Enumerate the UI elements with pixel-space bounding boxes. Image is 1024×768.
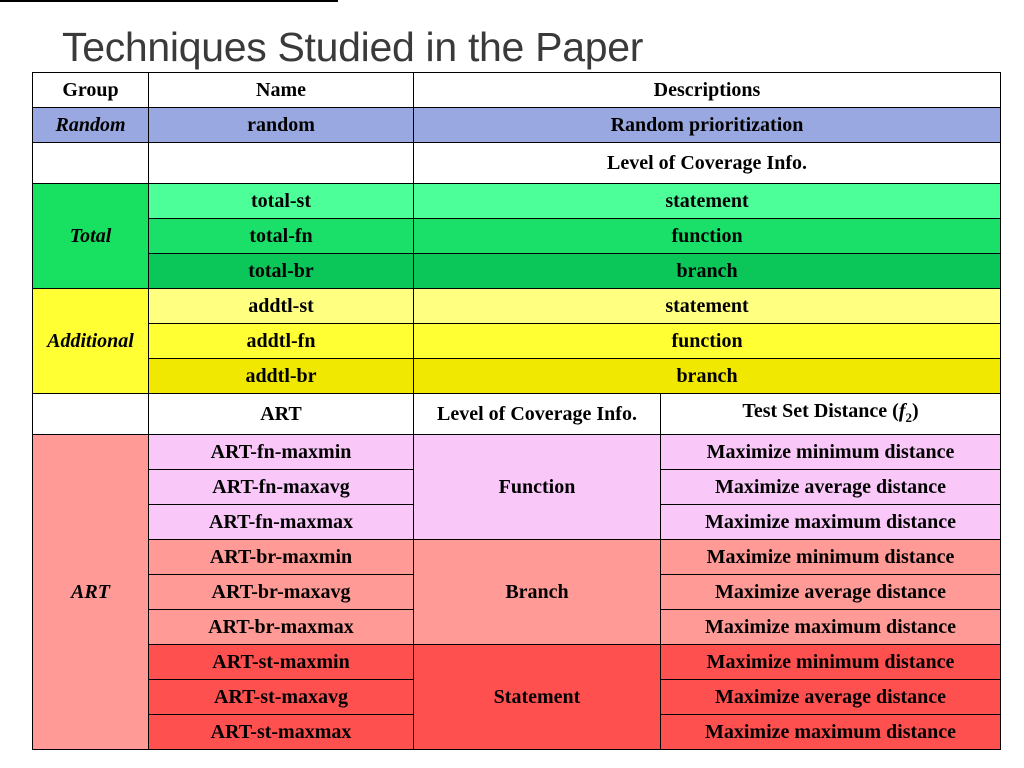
coverage-level-statement: Statement — [414, 645, 661, 750]
technique-name: addtl-br — [149, 359, 414, 394]
coverage-level: branch — [414, 254, 1001, 289]
coverage-level: statement — [414, 289, 1001, 324]
technique-name: total-br — [149, 254, 414, 289]
coverage-level: branch — [414, 359, 1001, 394]
header-group: Group — [33, 73, 149, 108]
technique-name: addtl-st — [149, 289, 414, 324]
distance-strategy: Maximize minimum distance — [661, 645, 1001, 680]
table-row — [33, 359, 1001, 394]
coverage-subheader-row — [33, 143, 1001, 184]
empty-cell — [33, 143, 149, 184]
distance-variable: f — [898, 399, 906, 422]
coverage-level: statement — [414, 184, 1001, 219]
group-random: Random — [33, 108, 149, 143]
art-header-distance — [661, 394, 1001, 435]
technique-name: ART-br-maxmin — [149, 540, 414, 575]
group-additional: Additional — [33, 289, 149, 394]
table-row — [33, 289, 1001, 324]
technique-name: ART-br-maxavg — [149, 575, 414, 610]
art-header-name: ART — [149, 394, 414, 435]
technique-name: ART-st-maxmax — [149, 715, 414, 750]
technique-name: ART-fn-maxmin — [149, 435, 414, 470]
distance-prefix: Test Set Distance ( — [742, 399, 899, 422]
coverage-level-branch: Branch — [414, 540, 661, 645]
distance-strategy: Maximize minimum distance — [661, 435, 1001, 470]
coverage-level: function — [414, 219, 1001, 254]
header-row — [33, 73, 1001, 108]
table-row — [33, 324, 1001, 359]
header-descriptions: Descriptions — [414, 73, 1001, 108]
technique-name: total-st — [149, 184, 414, 219]
technique-name: ART-st-maxavg — [149, 680, 414, 715]
distance-strategy: Maximize average distance — [661, 470, 1001, 505]
table-row — [33, 540, 1001, 575]
techniques-table — [32, 72, 1001, 750]
table-row — [33, 184, 1001, 219]
empty-cell — [33, 394, 149, 435]
distance-strategy: Maximize maximum distance — [661, 715, 1001, 750]
distance-strategy: Maximize minimum distance — [661, 540, 1001, 575]
desc-random: Random prioritization — [414, 108, 1001, 143]
table-row — [33, 219, 1001, 254]
group-total: Total — [33, 184, 149, 289]
header-name: Name — [149, 73, 414, 108]
technique-name: addtl-fn — [149, 324, 414, 359]
coverage-subheader: Level of Coverage Info. — [414, 143, 1001, 184]
distance-strategy: Maximize maximum distance — [661, 505, 1001, 540]
distance-subscript: 2 — [905, 409, 912, 425]
art-subheader-row — [33, 394, 1001, 435]
slide-title: Techniques Studied in the Paper — [62, 24, 644, 70]
technique-name: total-fn — [149, 219, 414, 254]
distance-strategy: Maximize average distance — [661, 575, 1001, 610]
distance-suffix: ) — [911, 399, 919, 422]
random-row — [33, 108, 1001, 143]
art-header-level: Level of Coverage Info. — [414, 394, 661, 435]
technique-name: ART-br-maxmax — [149, 610, 414, 645]
technique-name: ART-fn-maxmax — [149, 505, 414, 540]
group-art: ART — [33, 435, 149, 750]
empty-cell — [149, 143, 414, 184]
table-row — [33, 254, 1001, 289]
coverage-level: function — [414, 324, 1001, 359]
table-row — [33, 645, 1001, 680]
table-row — [33, 435, 1001, 470]
distance-strategy: Maximize average distance — [661, 680, 1001, 715]
coverage-level-function: Function — [414, 435, 661, 540]
distance-strategy: Maximize maximum distance — [661, 610, 1001, 645]
technique-name: ART-st-maxmin — [149, 645, 414, 680]
name-random: random — [149, 108, 414, 143]
technique-name: ART-fn-maxavg — [149, 470, 414, 505]
top-rule — [0, 0, 338, 2]
